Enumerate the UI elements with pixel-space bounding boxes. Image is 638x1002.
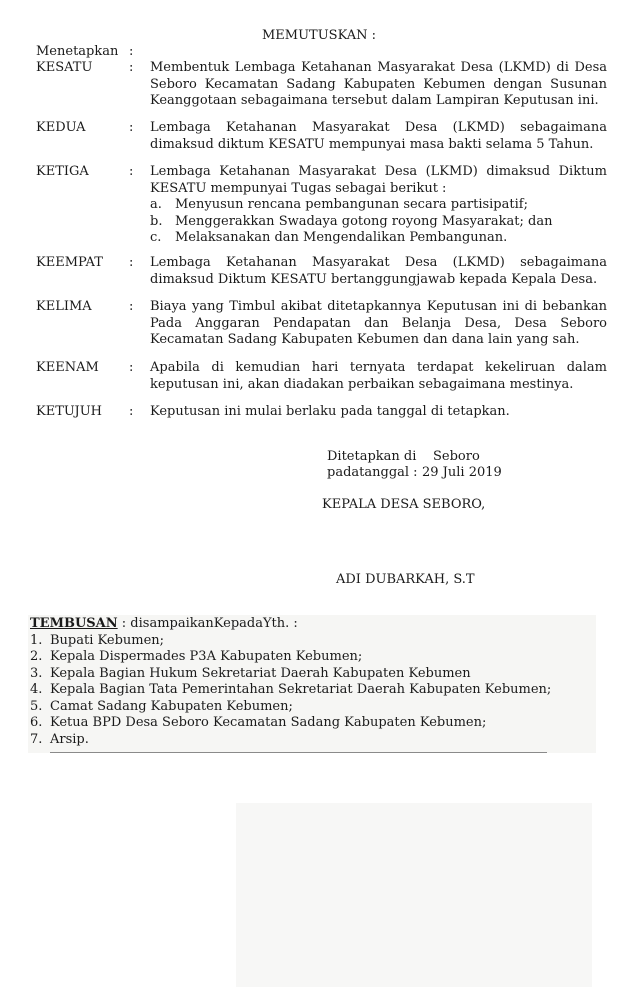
tembusan-list xyxy=(30,633,551,749)
diktum-text-kelima: Biaya yang Timbul akibat ditetapkannya Keputusan ini di bebankan Pada Anggaran Pendapatan dan Belanja Desa, Desa Seboro Kecamatan Sadang Kabupaten Kebumen dan dana lain yang sah. xyxy=(150,299,607,347)
tembusan-heading xyxy=(30,616,551,633)
tugas-list xyxy=(150,197,607,247)
list-item xyxy=(30,649,551,666)
list-marker: b. xyxy=(150,213,163,229)
signatory-name: ADI DUBARKAH, S.T xyxy=(336,572,475,587)
list-item xyxy=(30,715,551,732)
tembusan-subheading: : disampaikanKepadaYth. : xyxy=(117,616,298,631)
diktum-label-keenam: KEENAM xyxy=(36,360,99,375)
diktum-body-ketiga xyxy=(150,164,607,247)
diktum-text-ketujuh: Keputusan ini mulai berlaku pada tanggal di tetapkan. xyxy=(150,404,510,419)
diktum-colon: : xyxy=(129,164,134,179)
diktum-colon: : xyxy=(129,404,134,419)
list-item xyxy=(30,682,551,699)
ditetapkan-label: Ditetapkan di xyxy=(327,449,417,464)
list-item-text: Bupati Kebumen; xyxy=(50,632,165,648)
list-number: 2. xyxy=(30,649,43,664)
list-item xyxy=(30,732,551,749)
diktum-text-keempat: Lembaga Ketahanan Masyarakat Desa (LKMD) sebagaimana dimaksud Diktum KESATU bertanggungjawab kepada Kepala Desa. xyxy=(150,255,607,287)
diktum-label-kesatu: KESATU xyxy=(36,60,93,75)
diktum-text-keenam: Apabila di kemudian hari ternyata terdapat kekeliruan dalam keputusan ini, akan diadakan perbaikan sebagaimana mestinya. xyxy=(150,360,607,392)
diktum-label-ketiga: KETIGA xyxy=(36,164,89,179)
tembusan-heading-label: TEMBUSAN xyxy=(30,616,118,631)
signatory-title: KEPALA DESA SEBORO, xyxy=(322,497,486,512)
page-title: MEMUTUSKAN : xyxy=(261,28,377,43)
list-number: 1. xyxy=(30,632,43,648)
diktum-label-ketujuh: KETUJUH xyxy=(36,404,102,419)
tembusan-section xyxy=(30,616,551,748)
list-item xyxy=(30,666,551,683)
list-item-text: Menyusun rencana pembangunan secara partisipatif; xyxy=(175,197,528,212)
diktum-colon: : xyxy=(129,299,134,314)
list-item xyxy=(30,633,551,650)
list-item-text: Kepala Bagian Tata Pemerintahan Sekretariat Daerah Kabupaten Kebumen; xyxy=(50,682,552,697)
list-number: 4. xyxy=(30,682,43,697)
list-item-text: Kepala Dispermades P3A Kabupaten Kebumen; xyxy=(50,649,363,664)
footer-divider xyxy=(50,752,547,753)
list-item xyxy=(30,699,551,716)
tanggal-value: 29 Juli 2019 xyxy=(422,465,502,480)
ditetapkan-value: Seboro xyxy=(433,449,480,464)
menetapkan-label: Menetapkan xyxy=(36,44,119,59)
list-item-text: Kepala Bagian Hukum Sekretariat Daerah Kabupaten Kebumen xyxy=(50,665,471,681)
list-number: 7. xyxy=(30,731,43,747)
blank-stamp-area xyxy=(236,803,592,987)
diktum-label-kelima: KELIMA xyxy=(36,299,92,314)
diktum-colon: : xyxy=(129,255,134,270)
diktum-text-kesatu: Membentuk Lembaga Ketahanan Masyarakat Desa (LKMD) di Desa Seboro Kecamatan Sadang Kabupaten Kebumen dengan Susunan Keanggotaan sebagaimana tersebut dalam Lampiran Keputusan ini. xyxy=(150,60,607,108)
list-item xyxy=(150,230,607,247)
diktum-colon: : xyxy=(129,120,134,135)
diktum-colon: : xyxy=(129,360,134,375)
list-number: 5. xyxy=(30,698,43,714)
list-item-text: Melaksanakan dan Mengendalikan Pembangunan. xyxy=(175,230,508,245)
list-item-text: Camat Sadang Kabupaten Kebumen; xyxy=(50,698,293,714)
list-item-text: Menggerakkan Swadaya gotong royong Masyarakat; dan xyxy=(175,213,553,229)
diktum-label-kedua: KEDUA xyxy=(36,120,86,135)
list-item-text: Arsip. xyxy=(50,731,89,747)
list-item-text: Ketua BPD Desa Seboro Kecamatan Sadang Kabupaten Kebumen; xyxy=(50,715,487,730)
list-item xyxy=(150,214,607,231)
list-number: 6. xyxy=(30,715,43,730)
list-marker: a. xyxy=(150,197,162,212)
diktum-text-ketiga: Lembaga Ketahanan Masyarakat Desa (LKMD) dimaksud Diktum KESATU mempunyai Tugas sebagai berikut : xyxy=(150,164,607,196)
tanggal-label: padatanggal : xyxy=(327,465,418,480)
list-number: 3. xyxy=(30,665,43,681)
list-item xyxy=(150,197,607,214)
diktum-colon: : xyxy=(129,60,134,75)
list-marker: c. xyxy=(150,230,162,245)
menetapkan-colon: : xyxy=(129,44,134,59)
diktum-label-keempat: KEEMPAT xyxy=(36,255,103,270)
diktum-text-kedua: Lembaga Ketahanan Masyarakat Desa (LKMD) sebagaimana dimaksud diktum KESATU mempunyai masa bakti selama 5 Tahun. xyxy=(150,120,607,152)
